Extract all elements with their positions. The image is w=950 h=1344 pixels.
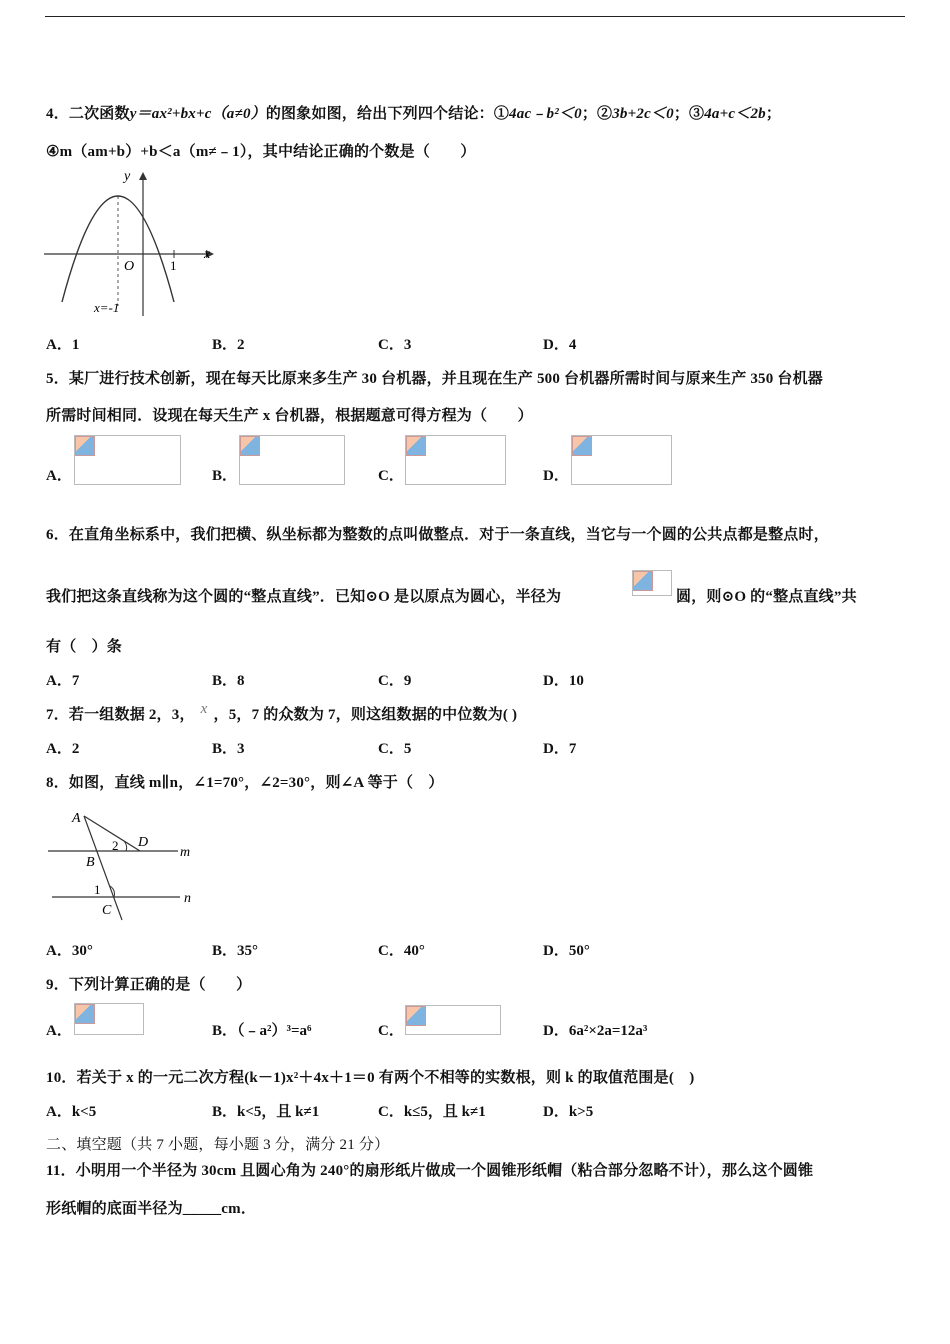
q4-graph-axis-label: x=-1: [94, 300, 120, 315]
q6-line2b: 圆，则⊙O 的“整点直线”共: [676, 589, 857, 605]
q10-option-d: D．k>5: [543, 1104, 594, 1120]
q8-label-m: m: [180, 845, 191, 860]
q5-line2: 所需时间相同．设现在每天生产 x 台机器，根据题意可得方程为（ ）: [46, 408, 533, 424]
q9-option-b: B．（﹣a²）³=a⁶: [212, 1023, 312, 1039]
q8-label-a: A: [72, 811, 81, 826]
q4-option-b: B．2: [212, 337, 245, 353]
q6-line1: 6．在直角坐标系中，我们把横、纵坐标都为整数的点叫做整点．对于一条直线，当它与一个圆的公共点都是整点时，: [46, 527, 829, 543]
q6-radius-image: [632, 570, 672, 596]
q4-graph-x-label: x: [204, 247, 211, 262]
header-rule: [45, 16, 905, 17]
broken-image-icon: [240, 436, 260, 456]
q9-option-c: C．: [378, 1023, 404, 1039]
q6-line3: 有（ ）条: [46, 639, 123, 655]
q8-label-d: D: [138, 835, 149, 850]
q5-line1: 5．某厂进行技术创新，现在每天比原来多生产 30 台机器，并且现在生产 500 台机器所需时间与原来生产 350 台机器: [46, 371, 824, 387]
broken-image-icon: [406, 436, 426, 456]
q5-option-a-image: [74, 435, 181, 485]
q5-option-c: C．: [378, 468, 404, 484]
q7-option-b: B．3: [212, 741, 245, 757]
q6-option-a: A．7: [46, 673, 80, 689]
q8-option-b: B．35°: [212, 943, 259, 959]
q4-option-d: D．4: [543, 337, 577, 353]
broken-image-icon: [633, 571, 653, 591]
section-2-heading: 二、填空题（共 7 小题，每小题 3 分，满分 21 分）: [46, 1137, 390, 1153]
q9-option-d: D．6a²×2a=12a³: [543, 1023, 648, 1039]
q8-option-c: C．40°: [378, 943, 425, 959]
q9-option-a: A．: [46, 1023, 72, 1039]
q4-option-c: C．3: [378, 337, 412, 353]
q9-option-c-image: [405, 1005, 501, 1035]
q8-option-a: A．30°: [46, 943, 93, 959]
q5-option-c-image: [405, 435, 506, 485]
q9-line1: 9．下列计算正确的是（ ）: [46, 977, 252, 993]
q5-option-d: D．: [543, 468, 569, 484]
q4-parabola-graph: [44, 166, 224, 318]
broken-image-icon: [75, 436, 95, 456]
q8-label-c: C: [102, 903, 112, 918]
q10-line1: 10．若关于 x 的一元二次方程(k－1)x²＋4x＋1＝0 有两个不相等的实数根，则 k 的取值范围是( ): [46, 1070, 695, 1086]
q8-option-d: D．50°: [543, 943, 590, 959]
q4-line2: ④m（am+b）+b＜a（m≠﹣1），其中结论正确的个数是（ ）: [46, 144, 476, 160]
q4-graph-origin-label: O: [124, 259, 135, 274]
q7-line1: 7．若一组数据 2，3， x ，5，7 的众数为 7，则这组数据的中位数为( ): [46, 701, 518, 723]
q10-option-a: A．k<5: [46, 1104, 97, 1120]
q7-option-d: D．7: [543, 741, 577, 757]
q10-option-c: C．k≤5，且 k≠1: [378, 1104, 486, 1120]
q8-parallel-lines-figure: [44, 806, 204, 924]
q7-option-a: A．2: [46, 741, 80, 757]
q8-label-n: n: [184, 891, 191, 906]
q6-option-b: B．8: [212, 673, 245, 689]
q7-option-c: C．5: [378, 741, 412, 757]
broken-image-icon: [75, 1004, 95, 1024]
q6-option-c: C．9: [378, 673, 412, 689]
q8-label-1: 1: [94, 882, 101, 897]
q5-option-d-image: [571, 435, 672, 485]
broken-image-icon: [572, 436, 592, 456]
q9-option-a-image: [74, 1003, 144, 1035]
q11-line1: 11．小明用一个半径为 30cm 且圆心角为 240°的扇形纸片做成一个圆锥形纸帽（粘合部分忽略不计），那么这个圆锥: [46, 1163, 814, 1179]
q6-option-d: D．10: [543, 673, 584, 689]
q4-option-a: A．1: [46, 337, 80, 353]
q5-option-b: B．: [212, 468, 238, 484]
q6-line2a: 我们把这条直线称为这个圆的“整点直线”．已知⊙O 是以原点为圆心，半径为: [46, 589, 562, 605]
q8-label-b: B: [86, 855, 95, 870]
q5-option-a: A．: [46, 468, 72, 484]
q4-graph-one-label: 1: [170, 258, 177, 273]
q4-line1: 4．二次函数y＝ax²+bx+c（a≠0）的图象如图，给出下列四个结论：①4ac﹣b²＜0；②3b+2c＜0；③4a+c＜2b；: [46, 106, 782, 122]
q8-line1: 8．如图，直线 m∥n，∠1=70°，∠2=30°，则∠A 等于（ ）: [46, 775, 444, 791]
q11-line2: 形纸帽的底面半径为_____cm．: [46, 1201, 257, 1217]
q10-option-b: B．k<5，且 k≠1: [212, 1104, 320, 1120]
broken-image-icon: [406, 1006, 426, 1026]
q8-label-2: 2: [112, 838, 119, 853]
q5-option-b-image: [239, 435, 345, 485]
q4-graph-y-label: y: [124, 169, 131, 184]
